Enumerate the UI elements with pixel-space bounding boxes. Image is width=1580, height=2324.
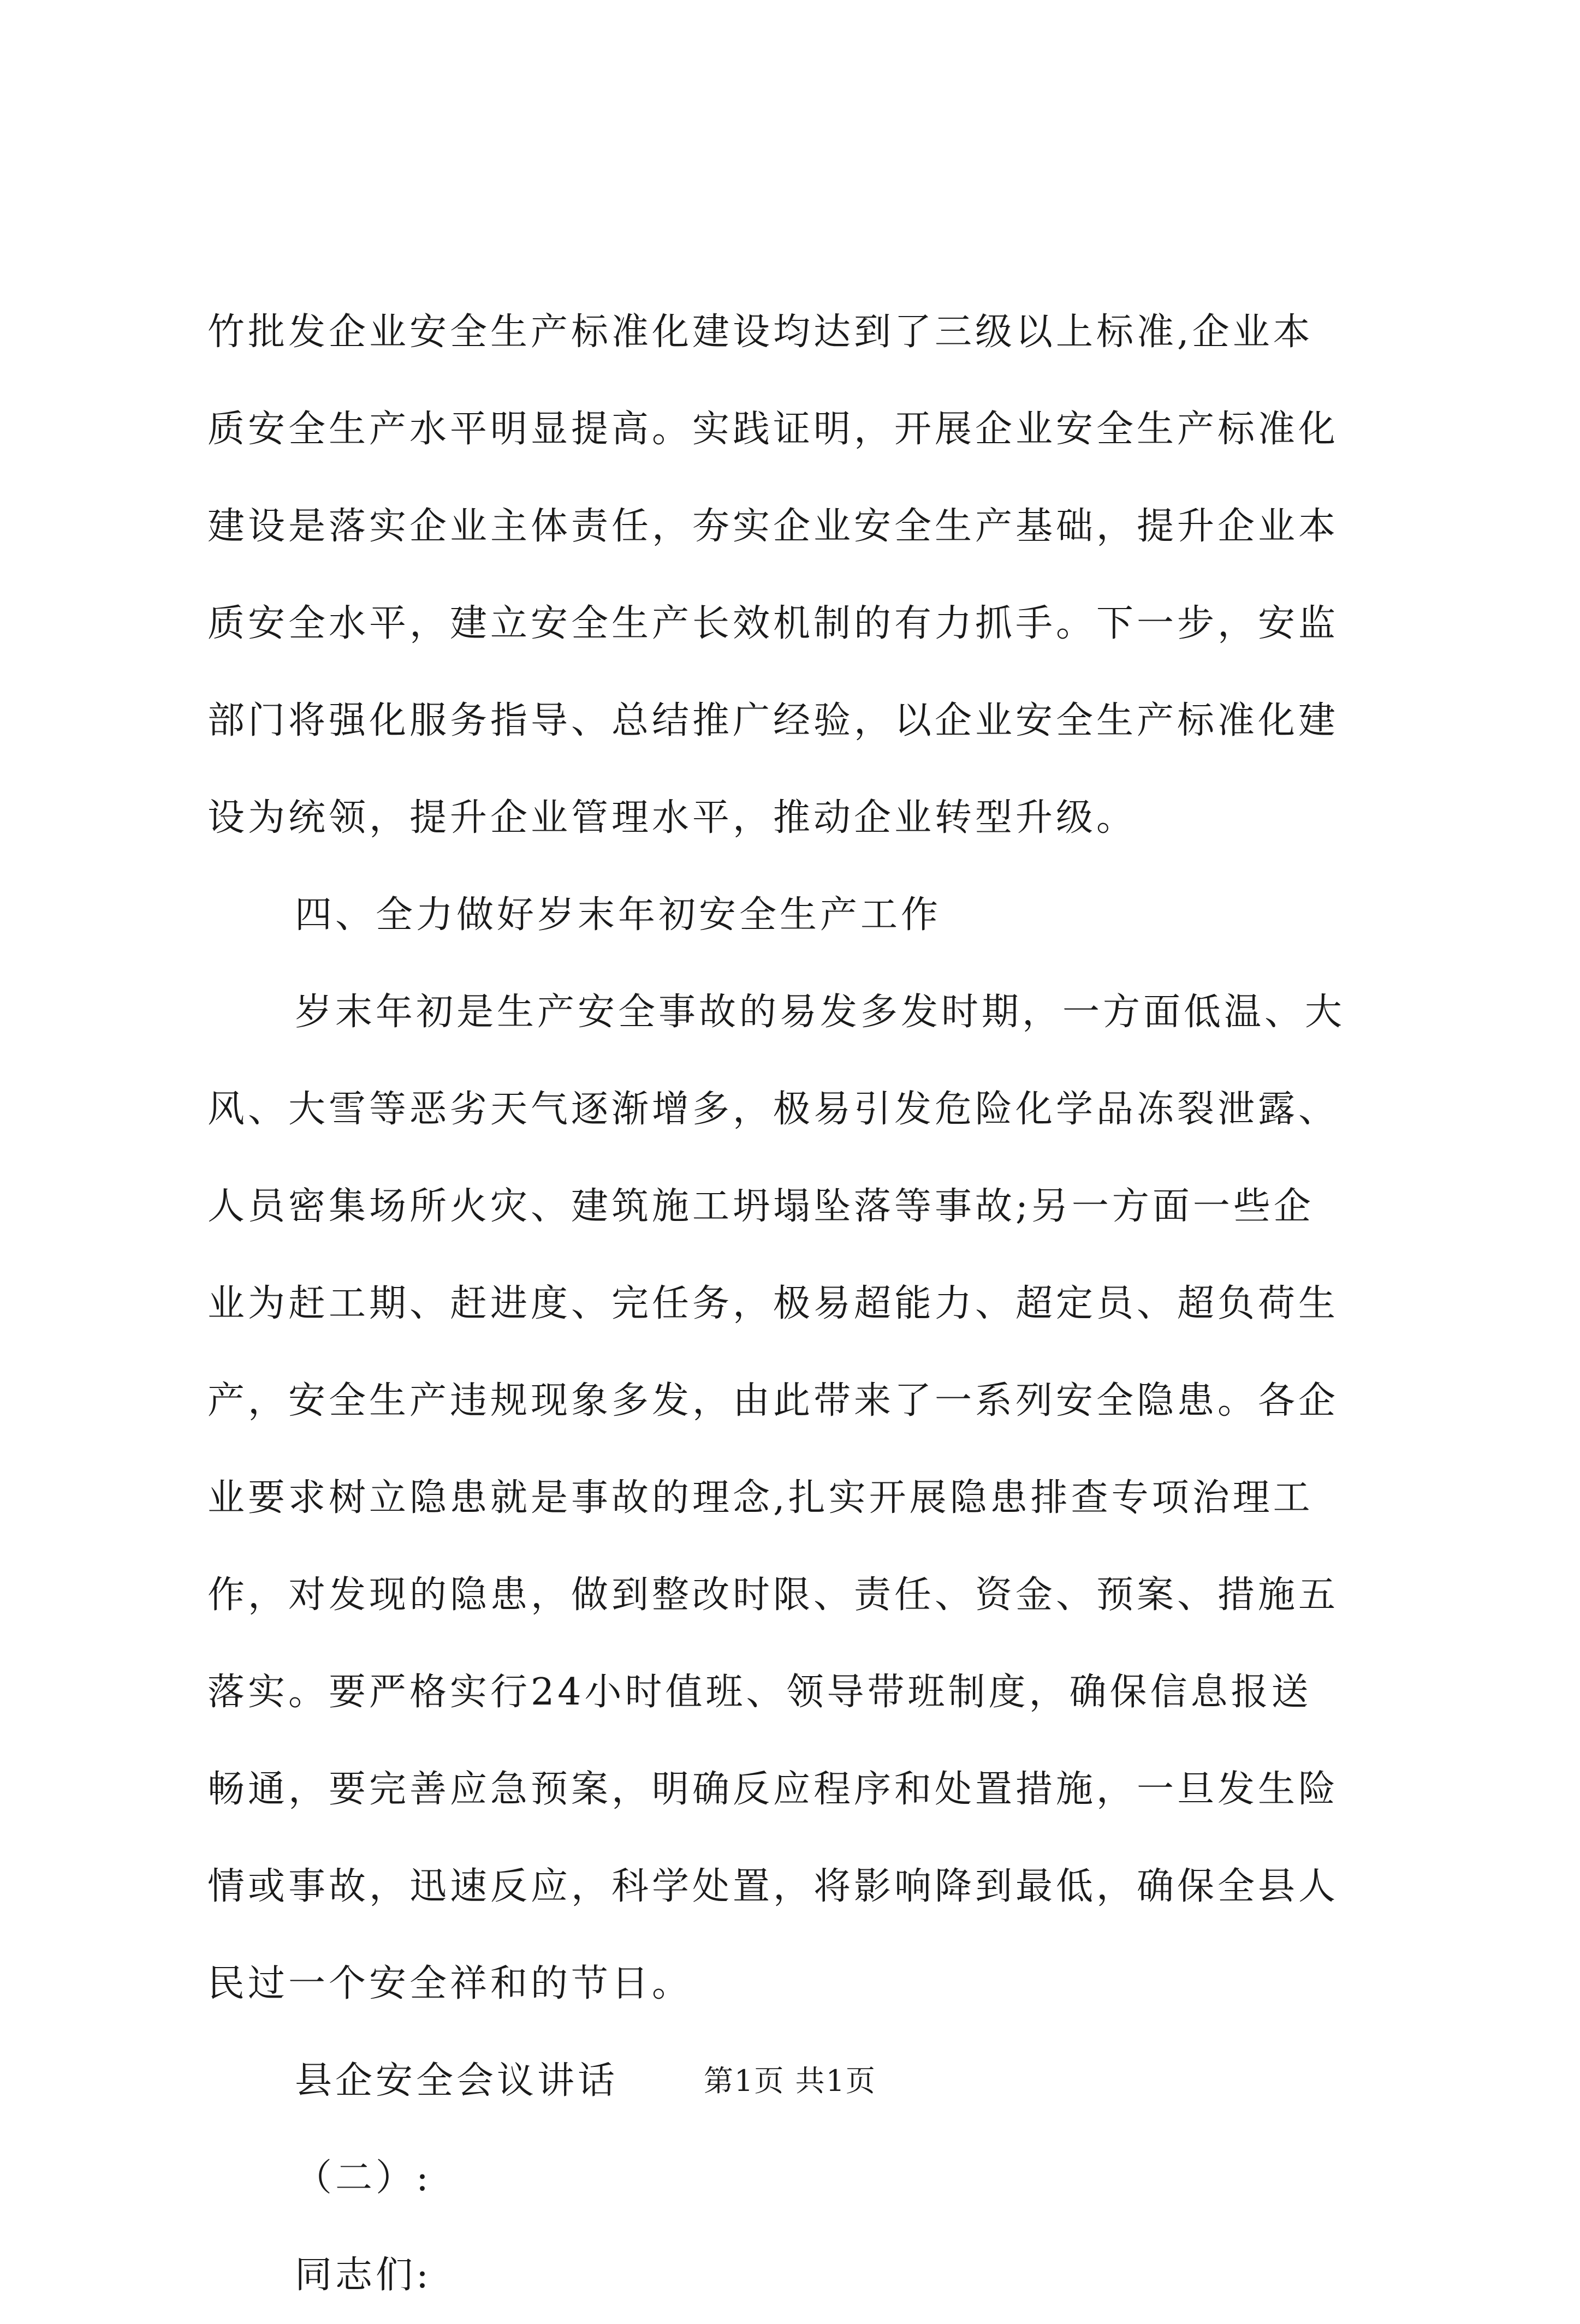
page-number-footer: 第1页 共1页 bbox=[704, 2064, 876, 2098]
paragraph-line: 情或事故，迅速反应，科学处置，将影响降到最低，确保全县人 bbox=[207, 1865, 1339, 1908]
paragraph-line: 质安全生产水平明显提高。实践证明，开展企业安全生产标准化 bbox=[207, 408, 1339, 451]
speech-title: 县企安全会议讲话 bbox=[295, 2059, 619, 2102]
paragraph-line: 建设是落实企业主体责任，夯实企业安全生产基础，提升企业本 bbox=[207, 505, 1339, 548]
paragraph-line: 畅通，要完善应急预案，明确反应程序和处置措施，一旦发生险 bbox=[207, 1768, 1339, 1811]
document-body bbox=[207, 284, 1381, 2324]
section-heading: 四、全力做好岁末年初安全生产工作 bbox=[295, 893, 942, 937]
paragraph-line: 作，对发现的隐患，做到整改时限、责任、资金、预案、措施五 bbox=[207, 1574, 1339, 1617]
paragraph-line: 人员密集场所火灾、建筑施工坍塌坠落等事故;另一方面一些企 bbox=[207, 1185, 1314, 1228]
paragraph-line: 业要求树立隐患就是事故的理念,扎实开展隐患排查专项治理工 bbox=[207, 1476, 1314, 1519]
paragraph-line: 风、大雪等恶劣天气逐渐增多，极易引发危险化学品冻裂泄露、 bbox=[207, 1088, 1339, 1131]
paragraph-line: 岁末年初是生产安全事故的易发多发时期，一方面低温、大 bbox=[295, 991, 1346, 1034]
paragraph-line: 竹批发企业安全生产标准化建设均达到了三级以上标准,企业本 bbox=[207, 311, 1314, 354]
paragraph-line: 民过一个安全祥和的节日。 bbox=[207, 1962, 693, 2005]
salutation: 同志们: bbox=[295, 2254, 432, 2297]
paragraph-line: 部门将强化服务指导、总结推广经验，以企业安全生产标准化建 bbox=[207, 699, 1339, 742]
speech-subtitle: （二）: bbox=[295, 2156, 432, 2200]
paragraph-line: 业为赶工期、赶进度、完任务，极易超能力、超定员、超负荷生 bbox=[207, 1282, 1339, 1325]
paragraph-line: 落实。要严格实行24小时值班、领导带班制度，确保信息报送 bbox=[207, 1671, 1312, 1714]
paragraph-line: 质安全水平，建立安全生产长效机制的有力抓手。下一步，安监 bbox=[207, 602, 1339, 645]
paragraph-line: 产，安全生产违规现象多发，由此带来了一系列安全隐患。各企 bbox=[207, 1379, 1339, 1422]
paragraph-line: 设为统领，提升企业管理水平，推动企业转型升级。 bbox=[207, 796, 1137, 839]
